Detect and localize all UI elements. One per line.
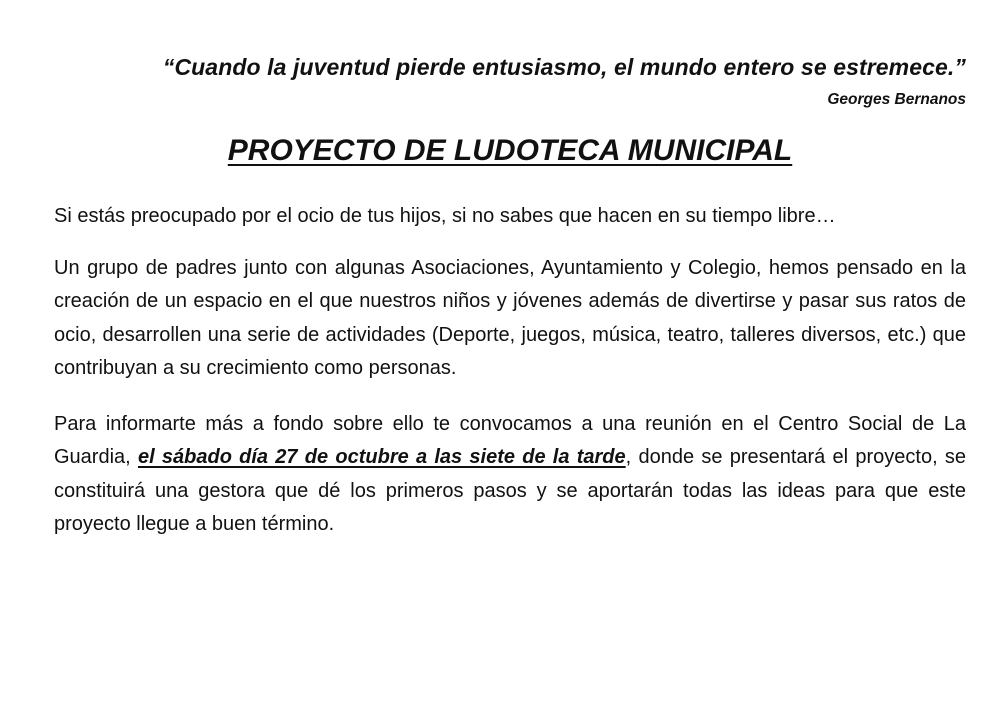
invitation-text-before: Para informarte más a fondo sobre ello te convocamos a una reunión en el Centro Social de La Guardia, [54,412,966,468]
epigraph-quote: “Cuando la juventud pierde entusiasmo, el mundo entero se estremece.” [162,54,966,80]
document-page [54,52,966,542]
document-title: PROYECTO DE LUDOTECA MUNICIPAL [227,134,793,167]
meeting-date-highlight: el sábado día 27 de octubre a las siete de la tarde [137,446,626,468]
epigraph-author: Georges Bernanos [827,91,966,108]
intro-paragraph: Si estás preocupado por el ocio de tus hijos, si no sabes que hacen en su tiempo libre… [54,205,836,227]
body-paragraph: Un grupo de padres junto con algunas Asociaciones, Ayuntamiento y Colegio, hemos pensado en la creación de un espacio en el que nuestros niños y jóvenes además de divertirse y pasar sus ratos de ocio, desarrollen una serie de actividades (Deporte, juegos, música, teatro, talleres diversos, etc.) que contribuyan a su crecimiento como personas. [54,256,966,379]
invitation-paragraph [54,408,966,542]
invitation-text-after: , donde se presentará el proyecto, se constituirá una gestora que dé los primeros pasos y se aportarán todas las ideas para que este proyecto llegue a buen término. [54,446,967,535]
